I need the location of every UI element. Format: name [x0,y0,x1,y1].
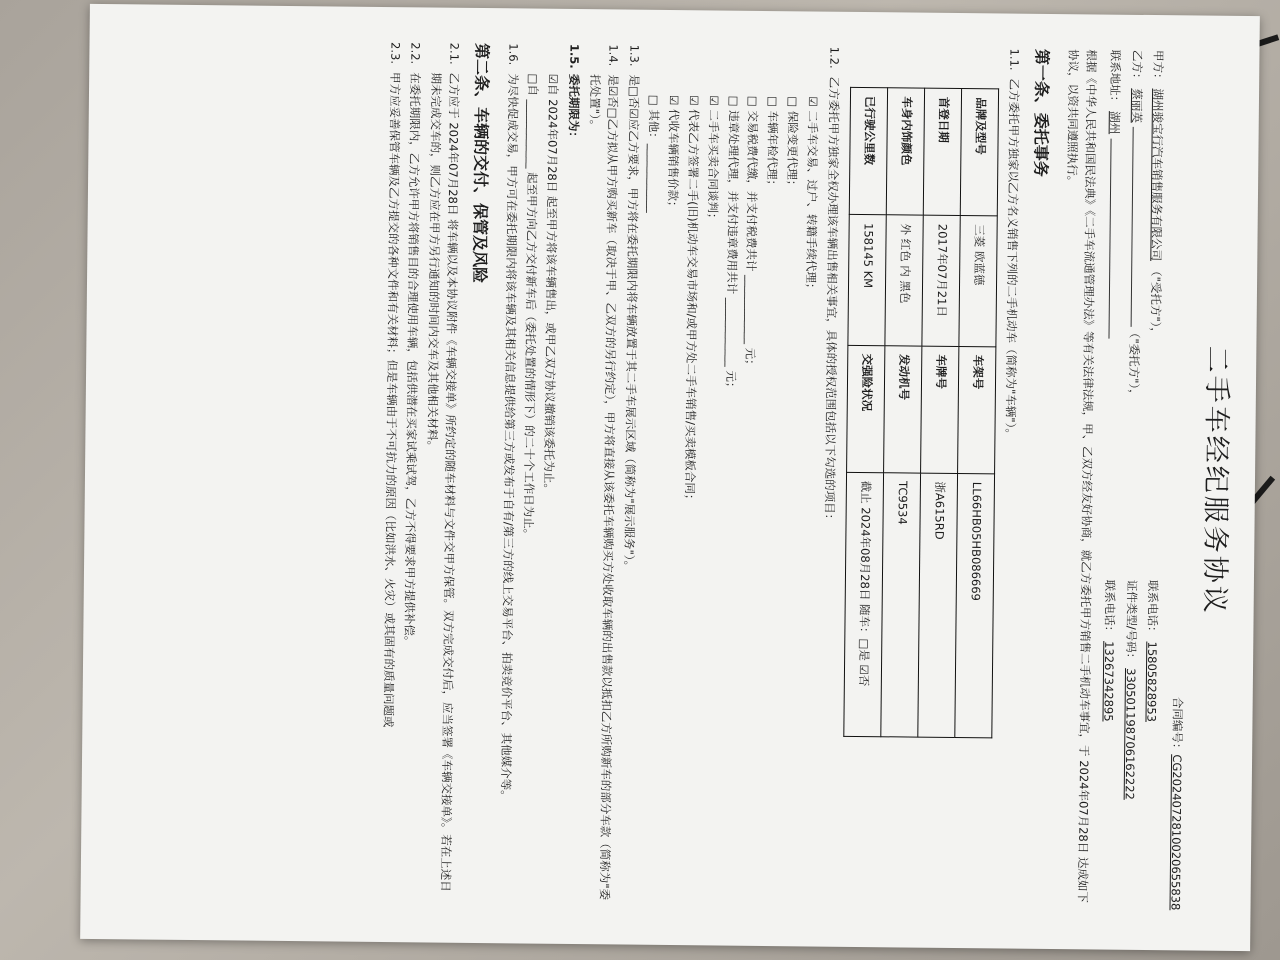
reg-label: 首登日期 [923,88,961,215]
paper-sheet [80,4,1260,951]
vin-label: 车架号 [957,346,995,473]
section-2-heading: 第二条、车辆的交付、保管及风险 [469,42,492,284]
color-label: 车身内饰颜色 [886,88,924,215]
party-b-suffix: （"委托方"）， [1126,326,1142,401]
option-item: □ 车辆年检代理； [765,95,781,192]
address-blank [1108,138,1111,338]
insurance-label: 交强险状况 [846,345,884,472]
clause-1-3-text: 是□否☑应乙方要求，甲方将在委托期限内将车辆放置于其二手车展示区域（简称为"展示服务"）。 [621,74,641,573]
contract-number-value: CG2024072810020655838 [1168,754,1185,911]
address-label: 联系地址： [1107,49,1123,108]
party-b-value: 蔡丽英 [1129,88,1144,123]
party-a-phone-label: 联系电话： [1145,579,1161,638]
option-item: □ 保险变更代理； [785,96,801,192]
clause-2-1-num: 2.1. [447,42,462,65]
clause-1-1-num: 1.1. [1007,48,1022,71]
intro-paragraph: 根据《中华人民共和国民法典》《二手车流通管理办法》等有关法律法规，甲、乙双方经友好协商，就乙方委托甲方销售二手机动车事宜，于 2024年07月28日 达成如下协议，以资共同遵照执行。 [1065,49,1099,904]
address-phone: 13267342895 [1101,641,1117,722]
mileage-label: 已行驶公里数 [849,87,887,214]
engine-label: 发动机号 [883,345,921,472]
clause-1-5-num: 1.5. [567,43,582,69]
address-value: 湖州 [1107,111,1122,135]
option-item: □ 违章处理代理，并支付违章费用共计 ____________ 元； [723,95,741,394]
clause-1-4 [577,44,622,904]
party-a-row [1140,50,1167,910]
party-b-label: 乙方： [1129,49,1145,85]
brand-label: 品牌及型号 [960,89,998,216]
engine-value: TC9534 [880,472,920,737]
table-row [954,89,998,738]
option-item: ☑ 二手车买卖合同谈判； [705,95,721,225]
option-item: ☑ 代收车辆销售价款； [665,94,682,213]
clause-1-1 [996,48,1023,908]
option-item: □ 其他：____________ [646,94,662,213]
clause-1-2-num: 1.2. [826,46,842,69]
color-value: 外 红色 内 黑色 [885,215,923,346]
option-item: ☑ 二手车交易、过户、转籍手续代理； [803,96,820,295]
vehicle-table [843,87,999,739]
table-row [917,88,961,737]
brand-value: 三菱 欧蓝德 [959,216,997,347]
clause-1-4-text: 是☑否□乙方拟从甲方购买新车（取决于甲、乙双方的另行约定），甲方将直接从该委托车辆购买方处收取车辆的出售款以抵扣乙方所购新车的部分车款（简称为"委托处置"）。 [587,74,620,901]
insurance-value: 截止 2024年08月28日 随车：□是 ☑否 [843,472,883,737]
clause-2-1-text: 乙方应于 2024年07月28日 将车辆以及本协议附件《车辆交接单》所约定的随车材料与文件交甲方保管。双方完成交付后，应当签署《车辆交接单》。若在上述日期未完成交车的，则乙方应在甲方另行通知的时间内交车及其他相关材料。 [425,72,462,892]
clause-2-3-num: 2.3. [387,42,403,65]
term-option-1: ☑自 2024年07月28日 起至甲方将该车辆售出，或甲乙双方协议撤销该委托为止。 [542,73,561,495]
plate-value: 浙A615RD [917,473,957,738]
contract-number [1166,50,1193,910]
party-a-value: 湖州骏宝行汽车销售服务有限公司 [1149,88,1166,262]
party-b-blank [1130,127,1133,327]
document-page [95,9,1255,941]
option-item: □ 交易税费代缴，并支付税费共计 ____________ 元； [743,95,761,371]
party-a-label: 甲方： [1151,50,1166,85]
section-1-heading: 第一条、委托事务 [1031,48,1052,177]
plate-label: 车牌号 [920,346,958,473]
clause-1-5-label: 委托期限为： [566,73,582,144]
table-row [843,87,887,736]
reg-value: 2017年07月21日 [922,215,960,346]
clause-2-2-text: 在委托期限内，乙方允许甲方将销售目的合理使用车辆，包括供潜在买家试乘试驾，乙方不得要求甲方提供补偿。 [402,72,423,648]
clause-1-4-num: 1.4. [606,44,621,67]
party-a-phone: 15805828953 [1144,641,1160,723]
clause-1-6-num: 1.6. [505,43,521,66]
clause-1-3-num: 1.3. [626,44,642,67]
table-row [880,88,924,737]
clause-2-3-text: 甲方应妥善保管车辆及乙方提交的各种文件和有关材料；但是车辆由于不可抗力的原因（比如洪水、火灾）或其固有的质量问题或 [380,72,402,728]
party-a-suffix: （"受托方"）， [1148,265,1164,339]
clause-2-1 [418,42,463,902]
clause-1-6-text: 为尽快促成交易，甲方可在委托期限内将该车辆及其相关信息提供给第三方或发布于自有/第三方的线上交易平台、拍卖竞价平台、其他媒介等。 [498,73,520,802]
term-option-2: □自 ____________ 起至甲方向乙方交付新车后（委托处置的情形下）的二十个工作日为止。 [521,73,541,541]
clause-2-2-num: 2.2. [408,42,423,65]
vin-value: LL66HB05HB086669 [954,473,994,738]
option-item: ☑ 代表乙方签署二手(旧)机动车交易市场和/或甲方处二手车销售/买卖模板合同； [682,95,701,506]
contract-number-label: 合同编号： [1170,696,1185,755]
address-phone-label: 联系电话： [1102,579,1117,638]
clause-1-2-text: 乙方委托甲方独家全权办理该车辆出售相关事宜，具体的授权范围包括以下勾选的项目： [822,76,841,526]
party-b-id-label: 证件类型/号码： [1123,579,1139,665]
mileage-value: 158145 KM [848,214,886,345]
clause-1-1-text: 乙方委托甲方独家以乙方名义销售下列的二手机动车（简称为"车辆"）。 [1003,78,1022,440]
party-b-id: 330501198706162222 [1122,668,1138,800]
document-title: 二手车经纪服务协议 [1198,345,1233,616]
